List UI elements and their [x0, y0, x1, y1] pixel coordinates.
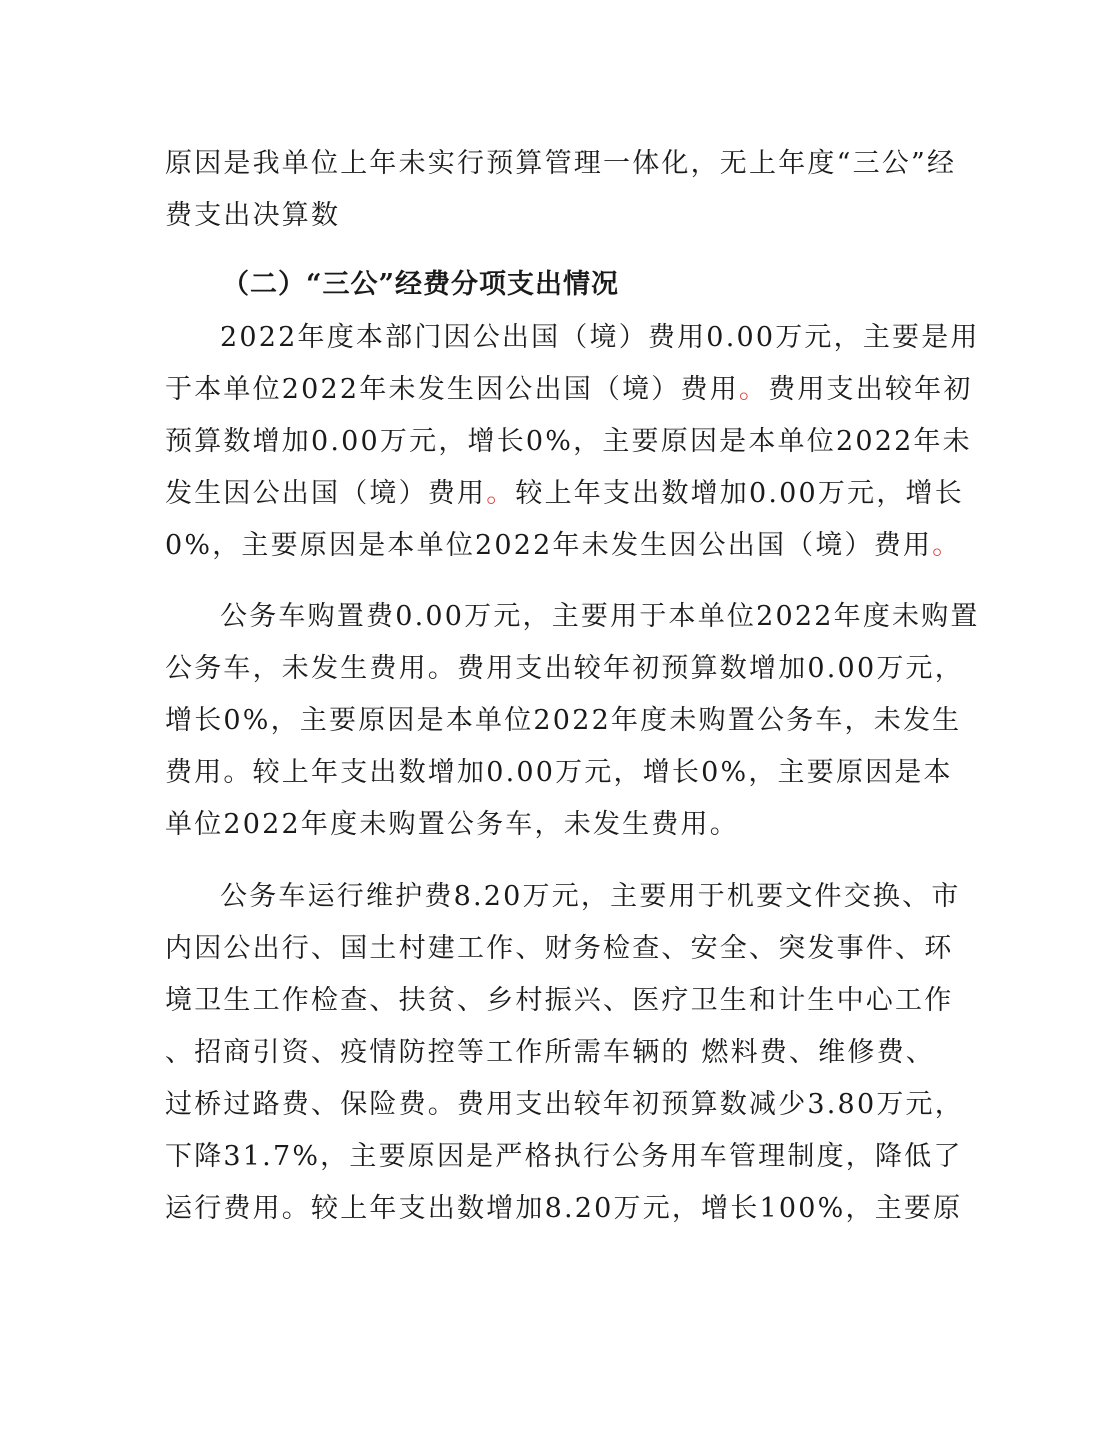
purchase-line-1: 公务车购置费0.00万元，主要用于本单位2022年度未购置	[220, 601, 980, 632]
intro-line-1: 原因是我单位上年未实行预算管理一体化，无上年度“三公”经	[165, 148, 957, 179]
abroad-line-3: 预算数增加0.00万元，增长0%，主要原因是本单位2022年未	[165, 426, 972, 457]
abroad-line-2-text: 于本单位2022年未发生因公出国（境）费用	[165, 374, 739, 405]
purchase-line-2: 公务车，未发生费用。费用支出较年初预算数增加0.00万元，	[165, 653, 964, 684]
abroad-line-5-red-mark: 。	[932, 530, 962, 561]
operation-line-5: 过桥过路费、保险费。费用支出较年初预算数减少3.80万元，	[165, 1089, 964, 1120]
operation-line-7: 运行费用。较上年支出数增加8.20万元，增长100%，主要原	[165, 1193, 963, 1224]
abroad-line-4-red-mark: 。	[486, 478, 516, 509]
purchase-line-3: 增长0%，主要原因是本单位2022年度未购置公务车，未发生	[165, 705, 962, 736]
abroad-line-2-tail: 费用支出较年初	[768, 374, 973, 405]
abroad-line-4-tail: 较上年支出数增加0.00万元，增长	[515, 478, 964, 509]
section-heading: （二）“三公”经费分项支出情况	[222, 269, 620, 300]
intro-line-2: 费支出决算数	[165, 200, 341, 231]
abroad-line-4	[165, 477, 964, 511]
purchase-line-4: 费用。较上年支出数增加0.00万元，增长0%，主要原因是本	[165, 757, 953, 788]
operation-line-6: 下降31.7%，主要原因是严格执行公务用车管理制度，降低了	[165, 1141, 963, 1172]
abroad-line-5	[165, 529, 961, 563]
abroad-line-1: 2022年度本部门因公出国（境）费用0.00万元，主要是用	[220, 322, 980, 353]
purchase-line-5: 单位2022年度未购置公务车，未发生费用。	[165, 809, 739, 840]
abroad-line-2	[165, 373, 973, 407]
operation-line-3: 境卫生工作检查、扶贫、乡村振兴、医疗卫生和计生中心工作	[165, 985, 954, 1016]
abroad-line-5-text: 0%，主要原因是本单位2022年未发生因公出国（境）费用	[165, 530, 933, 561]
operation-line-4: 、招商引资、疫情防控等工作所需车辆的 燃料费、维修费、	[165, 1037, 935, 1068]
operation-line-2: 内因公出行、国土村建工作、财务检查、安全、突发事件、环	[165, 933, 954, 964]
abroad-line-4-text: 发生因公出国（境）费用	[165, 478, 487, 509]
abroad-line-2-red-mark: 。	[738, 374, 769, 405]
operation-line-1: 公务车运行维护费8.20万元，主要用于机要文件交换、市	[220, 881, 961, 912]
